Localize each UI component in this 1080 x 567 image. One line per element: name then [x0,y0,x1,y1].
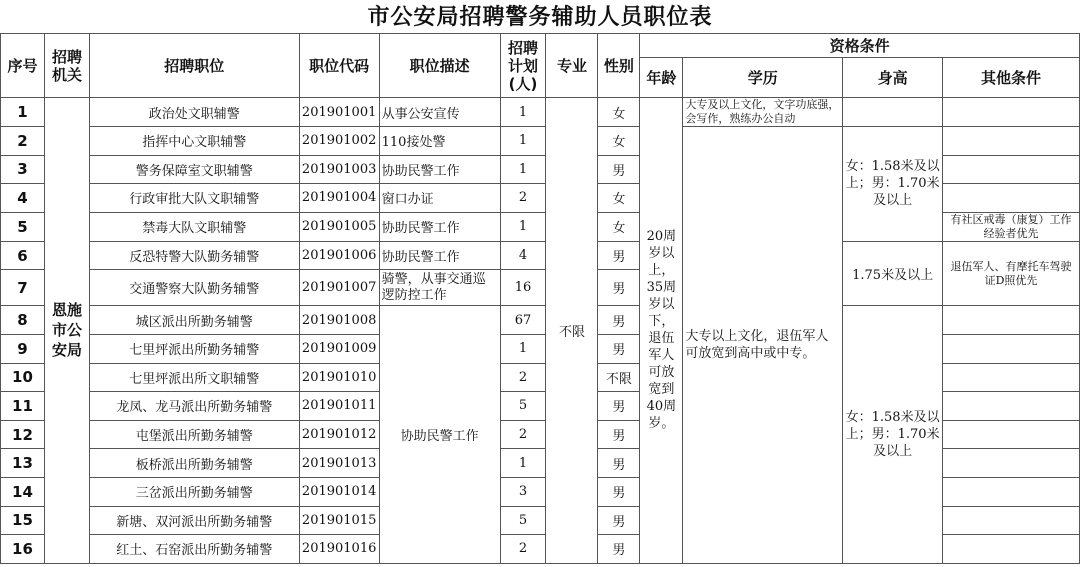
other-cell [943,184,1080,213]
plan-cell: 1 [500,98,546,127]
table-row [1,127,1080,156]
position-cell: 龙凤、龙马派出所勤务辅警 [89,392,299,421]
gender-cell: 男 [598,334,640,363]
code-cell: 201901002 [299,127,379,156]
gender-cell: 男 [598,392,640,421]
other-cell [943,127,1080,156]
gender-cell: 女 [598,184,640,213]
plan-cell: 5 [500,506,546,535]
height-cell-blank [843,98,943,127]
code-cell: 201901003 [299,155,379,184]
seq-cell: 4 [1,184,45,213]
gender-cell: 男 [598,535,640,564]
plan-cell: 1 [500,449,546,478]
seq-cell: 9 [1,334,45,363]
gender-cell: 男 [598,420,640,449]
seq-cell: 5 [1,212,45,241]
position-cell: 三岔派出所勤务辅警 [89,477,299,506]
desc-cell: 协助民警工作 [379,241,500,270]
code-cell: 201901015 [299,506,379,535]
position-cell: 交通警察大队勤务辅警 [89,270,299,306]
position-cell: 红土、石窑派出所勤务辅警 [89,535,299,564]
plan-cell: 16 [500,270,546,306]
gender-cell: 男 [598,506,640,535]
seq-cell: 2 [1,127,45,156]
other-cell [943,98,1080,127]
height-cell-c: 女：1.58米及以上；男：1.70米及以上 [843,306,943,563]
seq-cell: 1 [1,98,45,127]
code-cell: 201901001 [299,98,379,127]
gender-cell: 男 [598,241,640,270]
plan-cell: 4 [500,241,546,270]
gender-cell: 女 [598,98,640,127]
desc-cell: 从事公安宣传 [379,98,500,127]
plan-cell: 1 [500,334,546,363]
gender-cell: 男 [598,155,640,184]
other-cell-rehab: 有社区戒毒（康复）工作经验者优先 [943,212,1080,241]
header-org: 招聘机关 [44,34,89,98]
header-seq: 序号 [1,34,45,98]
position-cell: 指挥中心文职辅警 [89,127,299,156]
code-cell: 201901011 [299,392,379,421]
major-cell: 不限 [546,98,598,564]
other-cell [943,155,1080,184]
code-cell: 201901012 [299,420,379,449]
code-cell: 201901013 [299,449,379,478]
education-cell-1: 大专及以上文化，文字功底强，会写作，熟练办公自动 [683,98,843,127]
code-cell: 201901014 [299,477,379,506]
other-cell [943,449,1080,478]
other-cell [943,477,1080,506]
position-cell: 禁毒大队文职辅警 [89,212,299,241]
gender-cell: 男 [598,477,640,506]
education-cell-2: 大专以上文化，退伍军人可放宽到高中或中专。 [683,127,843,564]
table-row [1,306,1080,335]
other-cell [943,392,1080,421]
position-cell: 警务保障室文职辅警 [89,155,299,184]
seq-cell: 6 [1,241,45,270]
position-cell: 屯堡派出所勤务辅警 [89,420,299,449]
desc-cell: 110接处警 [379,127,500,156]
height-cell-a: 女：1.58米及以上；男：1.70米及以上 [843,127,943,242]
other-cell [943,420,1080,449]
code-cell: 201901005 [299,212,379,241]
plan-cell: 2 [500,363,546,392]
position-cell: 新塘、双河派出所勤务辅警 [89,506,299,535]
code-cell: 201901006 [299,241,379,270]
desc-cell: 协助民警工作 [379,155,500,184]
position-cell: 行政审批大队文职辅警 [89,184,299,213]
seq-cell: 14 [1,477,45,506]
age-cell: 20周岁以上，35周岁以下，退伍军人可放宽到40周岁。 [640,98,683,564]
seq-cell: 15 [1,506,45,535]
seq-cell: 13 [1,449,45,478]
header-code: 职位代码 [299,34,379,98]
plan-cell: 2 [500,184,546,213]
gender-cell: 男 [598,306,640,335]
other-cell [943,306,1080,335]
code-cell: 201901007 [299,270,379,306]
code-cell: 201901008 [299,306,379,335]
plan-cell: 1 [500,212,546,241]
seq-cell: 8 [1,306,45,335]
header-gender: 性别 [598,34,640,98]
plan-cell: 5 [500,392,546,421]
plan-cell: 2 [500,420,546,449]
position-cell: 反恐特警大队勤务辅警 [89,241,299,270]
seq-cell: 3 [1,155,45,184]
desc-cell: 窗口办证 [379,184,500,213]
table-row [1,241,1080,270]
code-cell: 201901016 [299,535,379,564]
other-cell [943,506,1080,535]
gender-cell: 男 [598,270,640,306]
position-cell: 七里坪派出所文职辅警 [89,363,299,392]
header-age: 年龄 [640,58,683,98]
gender-cell: 女 [598,127,640,156]
desc-cell-shared: 协助民警工作 [379,306,500,563]
code-cell: 201901004 [299,184,379,213]
plan-cell: 1 [500,127,546,156]
other-cell [943,334,1080,363]
desc-cell: 骑警，从事交通巡逻防控工作 [379,270,500,306]
height-cell-b: 1.75米及以上 [843,241,943,306]
position-cell: 七里坪派出所勤务辅警 [89,334,299,363]
other-cell [943,535,1080,564]
header-height: 身高 [843,58,943,98]
header-other: 其他条件 [943,58,1080,98]
seq-cell: 12 [1,420,45,449]
other-cell [943,363,1080,392]
position-cell: 城区派出所勤务辅警 [89,306,299,335]
gender-cell: 不限 [598,363,640,392]
code-cell: 201901010 [299,363,379,392]
position-cell: 板桥派出所勤务辅警 [89,449,299,478]
seq-cell: 16 [1,535,45,564]
positions-table [0,33,1080,564]
header-plan: 招聘计划(人) [500,34,546,98]
header-major: 专业 [546,34,598,98]
other-cell-veteran: 退伍军人、有摩托车驾驶证D照优先 [943,241,1080,306]
seq-cell: 10 [1,363,45,392]
header-education: 学历 [683,58,843,98]
seq-cell: 7 [1,270,45,306]
desc-cell: 协助民警工作 [379,212,500,241]
header-qualifications: 资格条件 [640,34,1080,58]
plan-cell: 67 [500,306,546,335]
table-row [1,98,1080,127]
plan-cell: 2 [500,535,546,564]
org-cell: 恩施市公安局 [44,98,89,564]
page-title: 市公安局招聘警务辅助人员职位表 [367,4,713,30]
header-desc: 职位描述 [379,34,500,98]
seq-cell: 11 [1,392,45,421]
header-row-1 [1,34,1080,58]
plan-cell: 3 [500,477,546,506]
code-cell: 201901009 [299,334,379,363]
plan-cell: 1 [500,155,546,184]
gender-cell: 男 [598,449,640,478]
position-cell: 政治处文职辅警 [89,98,299,127]
gender-cell: 女 [598,212,640,241]
header-position: 招聘职位 [89,34,299,98]
